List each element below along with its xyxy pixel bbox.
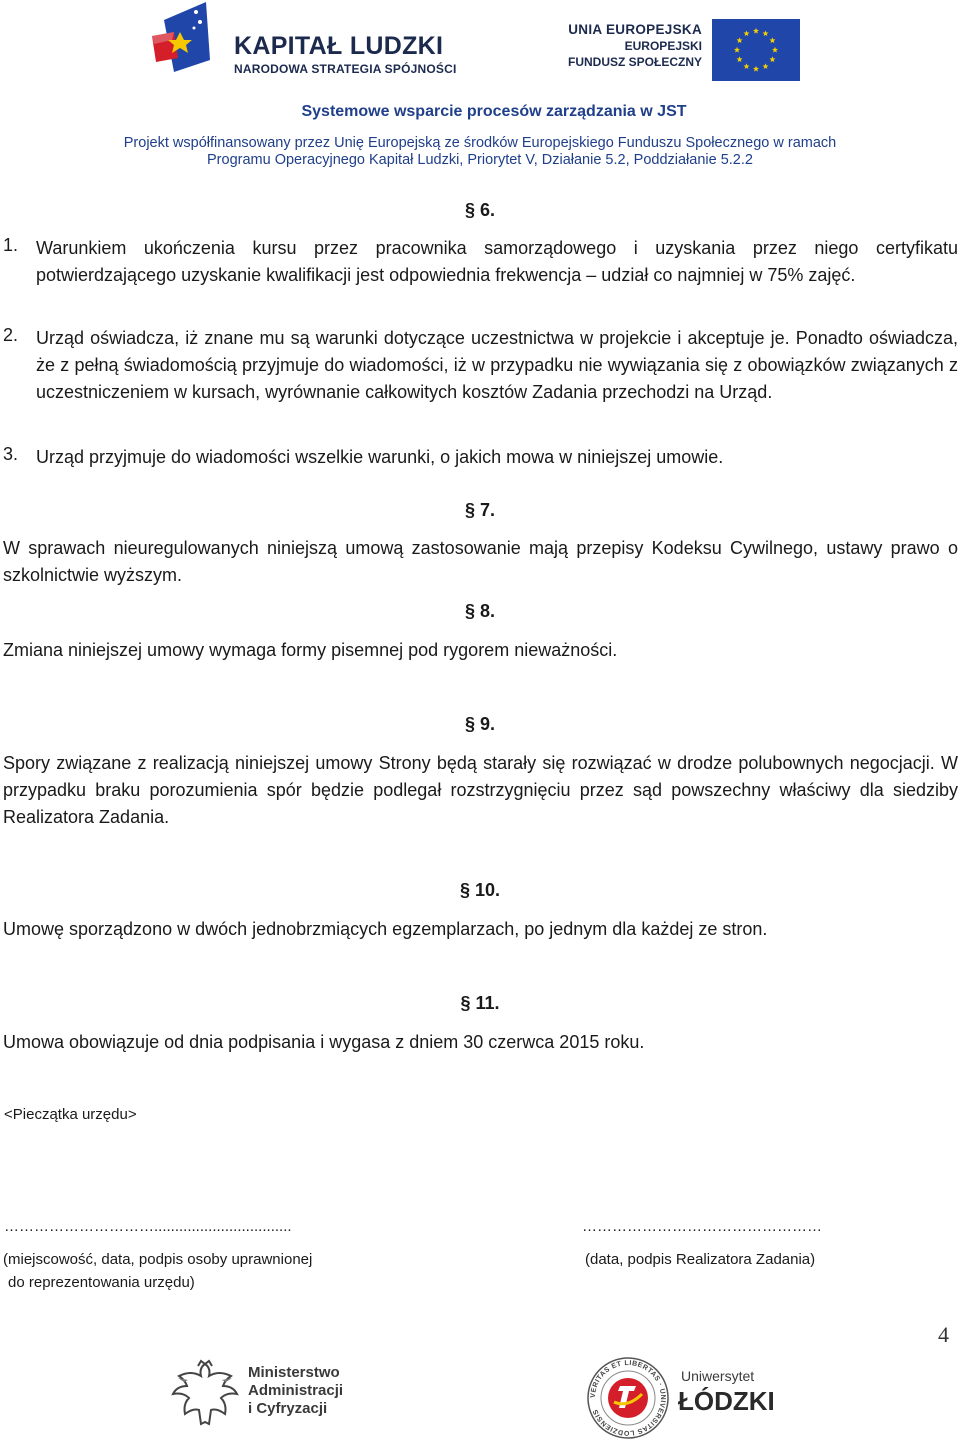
kapital-ludzki-subtitle: NARODOWA STRATEGIA SPÓJNOŚCI	[234, 62, 457, 76]
section-7-heading: § 7.	[464, 500, 496, 520]
seal-text: VERITAS ET LIBERTAS · UNIVERSITAS LODZIENSIS	[589, 1359, 667, 1437]
section-6-heading: § 6.	[464, 200, 496, 220]
eagle-emblem-icon	[168, 1358, 242, 1438]
university-line1: Uniwersytet	[681, 1368, 755, 1384]
section-11-text: Umowa obowiązuje od dnia podpisania i wygasa z dniem 30 czerwca 2015 roku.	[3, 1032, 645, 1052]
eu-logo	[560, 22, 810, 82]
kapital-ludzki-title: KAPITAŁ LUDZKI	[234, 32, 444, 60]
eu-line2: EUROPEJSKI	[624, 39, 702, 53]
item-number: 3.	[3, 444, 19, 464]
ministry-name	[248, 1364, 343, 1418]
section-7-text: W sprawach nieuregulowanych niniejszą umową zastosowanie mają przepisy Kodeksu Cywilnego, ustawy prawo o szkolnictwie wyższym.	[3, 538, 958, 585]
section-11-heading: § 11.	[460, 993, 500, 1013]
stamp-label: <Pieczątka urzędu>	[4, 1106, 137, 1123]
section-6-item-3	[0, 444, 958, 471]
section-6-item-2	[0, 325, 958, 406]
kapital-ludzki-logo	[150, 2, 470, 84]
ministry-logo	[168, 1358, 344, 1438]
university-seal-icon	[586, 1356, 670, 1440]
item-text: Urząd przyjmuje do wiadomości wszelkie warunki, o jakich mowa w niniejszej umowie.	[36, 447, 724, 467]
signature-caption-right: (data, podpis Realizatora Zadania)	[585, 1251, 816, 1268]
eu-line3: FUNDUSZ SPOŁECZNY	[567, 55, 702, 69]
section-10-text: Umowę sporządzono w dwóch jednobrzmiących egzemplarzach, po jednym dla każdej ze stron.	[3, 919, 768, 939]
signature-line-left: ………………………….................................	[4, 1218, 292, 1235]
eu-logo-text	[568, 22, 702, 70]
kapital-ludzki-flag-icon	[150, 2, 212, 72]
university-logo	[586, 1356, 776, 1440]
ministry-line2: Administracji	[248, 1382, 344, 1399]
section-10-heading: § 10.	[459, 880, 501, 900]
section-8-text: Zmiana niniejszej umowy wymaga formy pisemnej pod rygorem nieważności.	[3, 640, 618, 660]
item-text: Warunkiem ukończenia kursu przez pracownika samorządowego i uzyskania przez niego certyfikatu potwierdzającego uzyskanie kwalifikacji jest odpowiednia frekwencja – udział co najmniej w 75% zajęć.	[36, 238, 958, 285]
ministry-line3: i Cyfryzacji	[248, 1400, 328, 1417]
program-line-1: Projekt współfinansowany przez Unię Europejską ze środków Europejskiego Funduszu Społecznego w ramach	[123, 135, 837, 151]
signature-caption-left-1: (miejscowość, data, podpis osoby uprawnionej	[3, 1251, 313, 1268]
eu-flag-icon	[712, 19, 800, 81]
item-text: Urząd oświadcza, iż znane mu są warunki dotyczące uczestnictwa w projekcie i akceptuje je. Ponadto oświadcza, że z pełną świadomością przyjmuje do wiadomości, iż w przypadku nie wywiązania się z obowiązków związanych z uczestniczeniem w kursach, wyrównanie całkowitych kosztów Zadania przechodzi na Urząd.	[36, 328, 958, 402]
signature-line-right: …………………………………………	[582, 1218, 822, 1235]
section-9-heading: § 9.	[464, 714, 496, 734]
program-title: Systemowe wsparcie procesów zarządzania w JST	[301, 103, 687, 120]
item-number: 1.	[3, 235, 19, 255]
page-number: 4	[938, 1322, 949, 1347]
program-line-2: Programu Operacyjnego Kapitał Ludzki, Priorytet V, Działanie 5.2, Poddziałanie 5.2.2	[207, 152, 753, 168]
eu-line1: UNIA EUROPEJSKA	[568, 22, 702, 37]
signature-caption-left-2: do reprezentowania urzędu)	[8, 1274, 195, 1291]
ministry-line1: Ministerstwo	[248, 1364, 340, 1381]
item-number: 2.	[3, 325, 19, 345]
university-line2: ŁÓDZKI	[678, 1386, 775, 1416]
section-6-item-1	[0, 235, 958, 289]
section-9-text: Spory związane z realizacją niniejszej umowy Strony będą starały się rozwiązać w drodze polubownych negocjacji. W przypadku braku porozumienia spór będzie podlegał rozstrzygnięciu przez sąd powszechny właściwy dla siedziby Realizatora Zadania.	[3, 753, 958, 827]
section-8-heading: § 8.	[464, 601, 496, 621]
